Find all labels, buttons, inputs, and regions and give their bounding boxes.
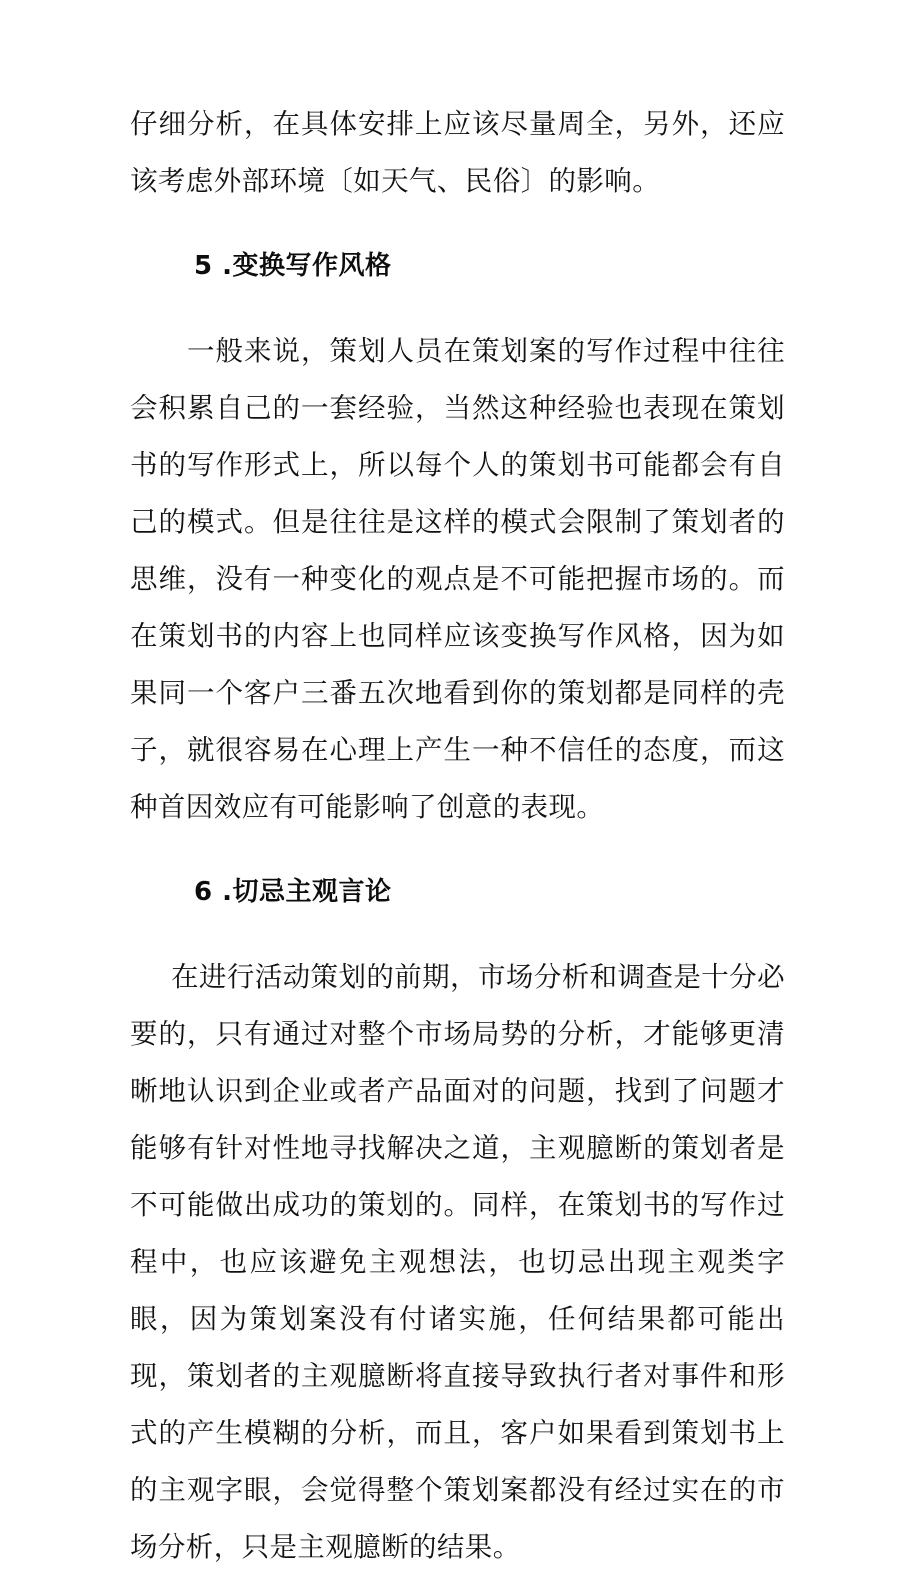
spacer	[130, 921, 785, 949]
document-body	[130, 96, 785, 1576]
spacer	[130, 836, 785, 864]
spacer	[130, 210, 785, 238]
paragraph-outer-environment: 仔细分析，在具体安排上应该尽量周全，另外，还应该考虑外部环境〔如天气、民俗〕的影响。	[130, 108, 785, 197]
paragraph-change-writing-style: 一般来说，策划人员在策划案的写作过程中往往会积累自己的一套经验，当然这种经验也表现在策划书的写作形式上，所以每个人的策划书可能都会有自己的模式。但是往往是这样的模式会限制了策划者的思维，没有一种变化的观点是不可能把握市场的。而在策划书的内容上也同样应该变换写作风格，因为如果同一个客户三番五次地看到你的策划都是同样的壳子，就很容易在心理上产生一种不信任的态度，而这种首因效应有可能影响了创意的表现。	[130, 335, 785, 823]
heading-6-avoid-subjective-statements: 6 .切忌主观言论	[194, 877, 392, 907]
spacer	[130, 295, 785, 323]
heading-5-change-writing-style: 5 .变换写作风格	[194, 251, 392, 281]
paragraph-avoid-subjective-statements: 在进行活动策划的前期，市场分析和调查是十分必要的，只有通过对整个市场局势的分析，才能够更清晰地认识到企业或者产品面对的问题，找到了问题才能够有针对性地寻找解决之道，主观臆断的策划者是不可能做出成功的策划的。同样，在策划书的写作过程中，也应该避免主观想法，也切忌出现主观类字眼，因为策划案没有付诸实施，任何结果都可能出现，策划者的主观臆断将直接导致执行者对事件和形式的产生模糊的分析，而且，客户如果看到策划书上的主观字眼，会觉得整个策划案都没有经过实在的市场分析，只是主观臆断的结果。	[130, 961, 785, 1563]
